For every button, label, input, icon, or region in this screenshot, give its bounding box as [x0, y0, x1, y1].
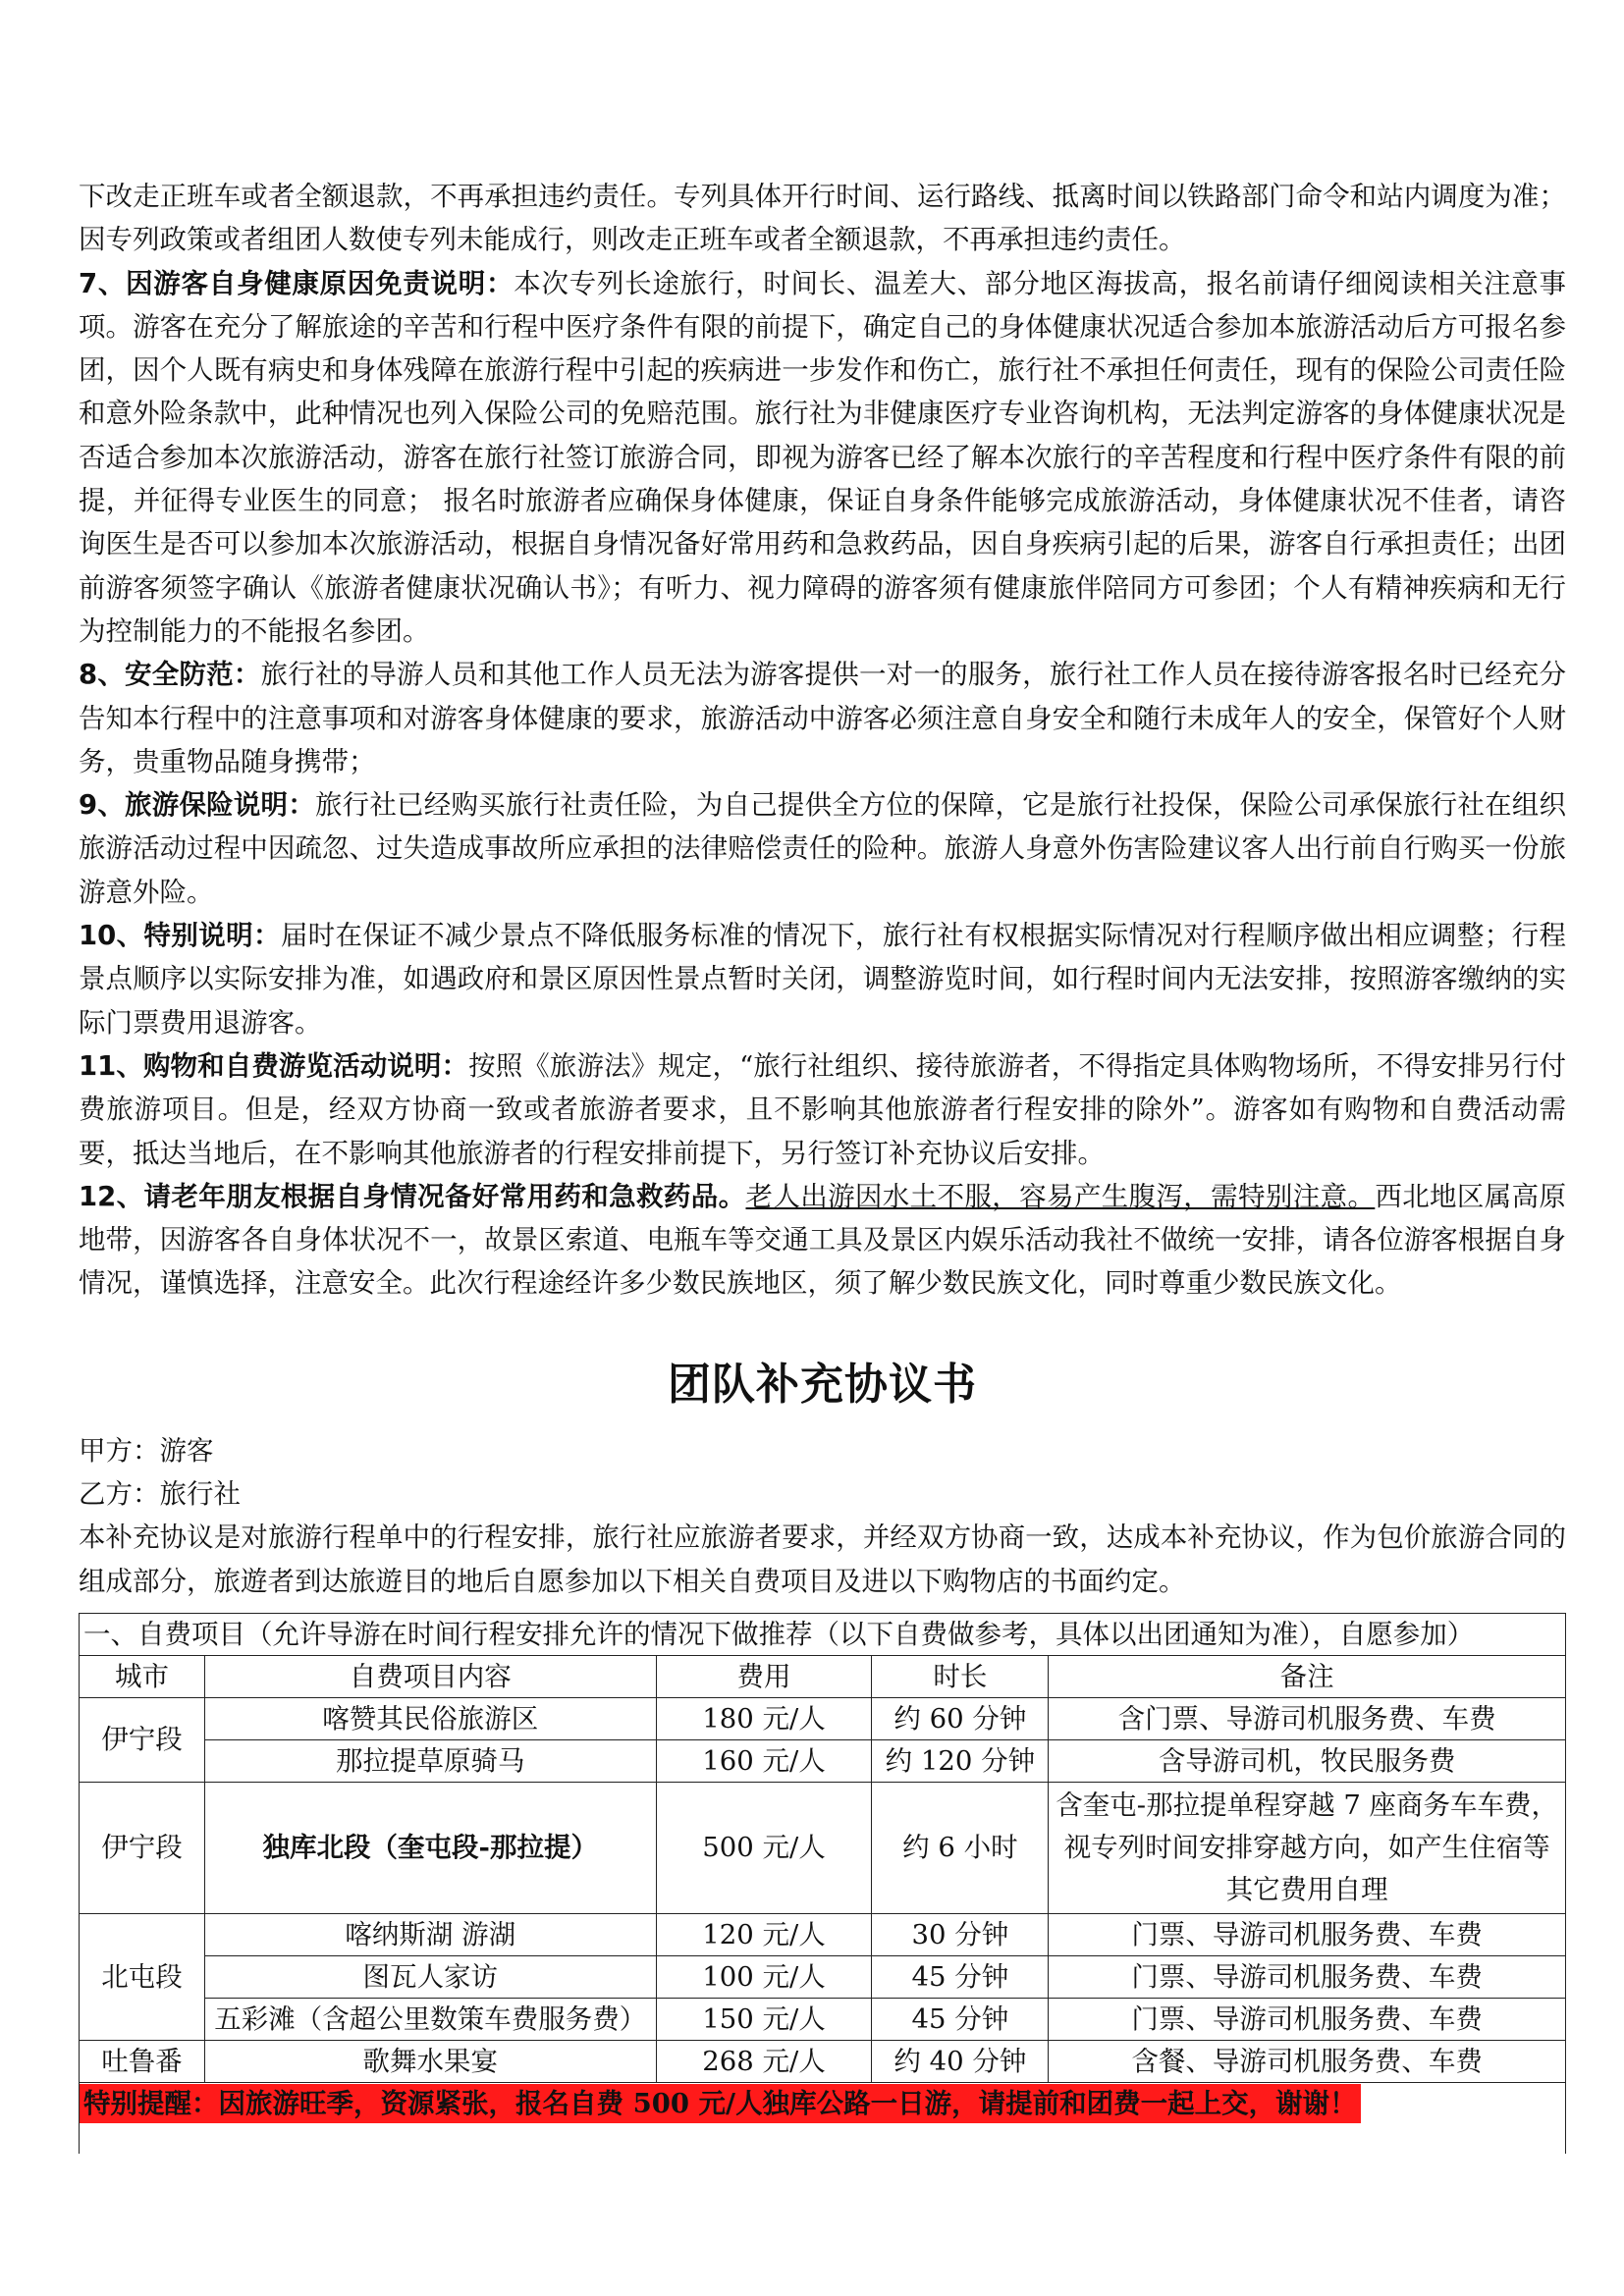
table-cell-item: 喀纳斯湖 游湖: [204, 1913, 656, 1955]
table-cell-note: 含奎屯-那拉提单程穿越 7 座商务车车费，视专列时间安排穿越方向，如产生住宿等其它费用自理: [1049, 1782, 1566, 1913]
paragraph-9-heading: 9、旅游保险说明：: [79, 789, 315, 822]
table-row: [80, 1913, 1566, 1955]
paragraph-7-heading: 7、因游客自身健康原因免责说明：: [79, 267, 514, 299]
table-row: [80, 1739, 1566, 1782]
paragraph-7-body: 本次专列长途旅行，时间长、温差大、部分地区海拔高，报名前请仔细阅读相关注意事项。游客在充分了解旅途的辛苦和行程中医疗条件有限的前提下，确定自己的身体健康状况适合参加本旅游活动后方可报名参团，因个人既有病史和身体残障在旅游行程中引起的疾病进一步发作和伤亡，旅行社不承担任何责任，现有的保险公司责任险和意外险条款中，此种情况也列入保险公司的免赔范围。旅行社为非健康医疗专业咨询机构，无法判定游客的身体健康状况是否适合参加本次旅游活动，游客在旅行社签订旅游合同，即视为游客已经了解本次旅行的辛苦程度和行程中医疗条件有限的前提，并征得专业医生的同意； 报名时旅游者应确保身体健康，保证自身条件能够完成旅游活动，身体健康状况不佳者，请咨询医生是否可以参加本次旅游活动，根据自身情况备好常用药和急救药品，因自身疾病引起的后果，游客自行承担责任；出团前游客须签字确认《旅游者健康状况确认书》；有听力、视力障碍的游客须有健康旅伴陪同方可参团；个人有精神疾病和无行为控制能力的不能报名参团。: [79, 267, 1566, 647]
table-row: [80, 1998, 1566, 2040]
paragraph-10-body: 届时在保证不减少景点不降低服务标准的情况下，旅行社有权根据实际情况对行程顺序做出相应调整；行程景点顺序以实际安排为准，如遇政府和景区原因性景点暂时关闭，调整游览时间，如行程时间内无法安排，按照游客缴纳的实际门票费用退游客。: [79, 920, 1566, 1039]
table-cell-duration: 约 40 分钟: [872, 2040, 1049, 2082]
table-cell-note: 含导游司机，牧民服务费: [1049, 1739, 1566, 1782]
table-cell-note: 门票、导游司机服务费、车费: [1049, 1913, 1566, 1955]
paragraph-8-heading: 8、安全防范：: [79, 659, 261, 691]
table-cell-fee: 268 元/人: [656, 2040, 872, 2082]
paragraph-11-heading: 11、购物和自费游览活动说明：: [79, 1049, 469, 1082]
table-trailing-space: [80, 2124, 1566, 2154]
table-cell-fee: 120 元/人: [656, 1913, 872, 1955]
paragraph-8-body: 旅行社的导游人员和其他工作人员无法为游客提供一对一的服务，旅行社工作人员在接待游客报名时已经充分告知本行程中的注意事项和对游客身体健康的要求，旅游活动中游客必须注意自身安全和随行未成年人的安全，保管好个人财务，贵重物品随身携带；: [79, 659, 1566, 777]
column-header-fee: 费用: [656, 1655, 872, 1697]
paragraph-12: [79, 1175, 1566, 1306]
table-cell-city: 伊宁段: [80, 1697, 205, 1782]
table-section-header-row: [80, 1613, 1566, 1655]
paragraph-10-heading: 10、特别说明：: [79, 920, 281, 952]
table-cell-duration: 约 60 分钟: [872, 1697, 1049, 1739]
self-pay-items-table: [79, 1613, 1566, 2154]
column-header-city: 城市: [80, 1655, 205, 1697]
special-notice: 特别提醒：因旅游旺季，资源紧张，报名自费 500 元/人独库公路一日游，请提前和团费一起上交，谢谢！: [80, 2084, 1361, 2123]
table-cell-fee: 180 元/人: [656, 1697, 872, 1739]
document-page: [79, 175, 1566, 2154]
table-cell-note: 含餐、导游司机服务费、车费: [1049, 2040, 1566, 2082]
paragraph-11-body: 按照《旅游法》规定，“旅行社组织、接待旅游者，不得指定具体购物场所，不得安排另行付费旅游项目。但是，经双方协商一致或者旅游者要求，且不影响其他旅游者行程安排的除外”。游客如有购物和自费活动需要，抵达当地后，在不影响其他旅游者的行程安排前提下，另行签订补充协议后安排。: [79, 1049, 1566, 1169]
notice-cell: [80, 2082, 1566, 2124]
paragraph-7: [79, 262, 1566, 654]
table-cell-city: 伊宁段: [80, 1782, 205, 1913]
column-header-note: 备注: [1049, 1655, 1566, 1697]
paragraph-6-continued: 下改走正班车或者全额退款，不再承担违约责任。专列具体开行时间、运行路线、抵离时间以铁路部门命令和站内调度为准； 因专列政策或者组团人数使专列未能成行，则改走正班车或者全额退款，不再承担违约责任。: [79, 181, 1566, 256]
table-notice-row: [80, 2082, 1566, 2124]
table-cell-city: 北屯段: [80, 1913, 205, 2040]
table-row: [80, 1782, 1566, 1913]
table-cell-duration: 约 120 分钟: [872, 1739, 1049, 1782]
paragraph-9: [79, 783, 1566, 914]
table-row: [80, 2040, 1566, 2082]
table-cell-duration: 45 分钟: [872, 1998, 1049, 2040]
paragraph-8: [79, 653, 1566, 783]
table-column-header-row: [80, 1655, 1566, 1697]
table-cell-duration: 30 分钟: [872, 1913, 1049, 1955]
table-cell-fee: 160 元/人: [656, 1739, 872, 1782]
paragraph-9-body: 旅行社已经购买旅行社责任险，为自己提供全方位的保障，它是旅行社投保，保险公司承保旅行社在组织旅游活动过程中因疏忽、过失造成事故所应承担的法律赔偿责任的险种。旅游人身意外伤害险建议客人出行前自行购买一份旅游意外险。: [79, 789, 1566, 908]
party-b: 乙方：旅行社: [79, 1478, 241, 1511]
table-cell-duration: 45 分钟: [872, 1955, 1049, 1998]
paragraph-10: [79, 914, 1566, 1044]
agreement-intro: 本补充协议是对旅游行程单中的行程安排，旅行社应旅游者要求，并经双方协商一致，达成本补充协议，作为包价旅游合同的组成部分，旅遊者到达旅遊目的地后自愿参加以下相关自费项目及进以下购物店的书面约定。: [79, 1522, 1566, 1597]
table-cell-item: 独库北段（奎屯段-那拉提）: [204, 1782, 656, 1913]
table-cell-item: 图瓦人家访: [204, 1955, 656, 1998]
table-section-header: 一、自费项目（允许导游在时间行程安排允许的情况下做推荐（以下自费做参考，具体以出团通知为准），自愿参加）: [80, 1613, 1566, 1655]
table-cell-item: 喀赞其民俗旅游区: [204, 1697, 656, 1739]
table-row: [80, 1697, 1566, 1739]
column-header-item: 自费项目内容: [204, 1655, 656, 1697]
table-cell-fee: 100 元/人: [656, 1955, 872, 1998]
party-a: 甲方：游客: [79, 1434, 214, 1467]
table-cell-note: 门票、导游司机服务费、车费: [1049, 1955, 1566, 1998]
table-trailing-row: [80, 2124, 1566, 2154]
agreement-title: 团队补充协议书: [668, 1359, 977, 1410]
table-row: [80, 1955, 1566, 1998]
paragraph-12-underlined-note: 老人出游因水土不服，容易产生腹泻，需特别注意。: [745, 1180, 1376, 1212]
table-cell-item: 五彩滩（含超公里数策车费服务费）: [204, 1998, 656, 2040]
table-cell-duration: 约 6 小时: [872, 1782, 1049, 1913]
paragraph-11: [79, 1044, 1566, 1175]
table-cell-fee: 150 元/人: [656, 1998, 872, 2040]
table-cell-note: 门票、导游司机服务费、车费: [1049, 1998, 1566, 2040]
paragraph-12-heading: 12、请老年朋友根据自身情况备好常用药和急救药品。: [79, 1180, 746, 1212]
table-cell-item: 歌舞水果宴: [204, 2040, 656, 2082]
table-cell-item: 那拉提草原骑马: [204, 1739, 656, 1782]
column-header-duration: 时长: [872, 1655, 1049, 1697]
table-cell-fee: 500 元/人: [656, 1782, 872, 1913]
paragraph-12-body: 西北地区属高原地带，因游客各自身体状况不一，故景区索道、电瓶车等交通工具及景区内娱乐活动我社不做统一安排，请各位游客根据自身情况，谨慎选择，注意安全。此次行程途经许多少数民族地区，须了解少数民族文化，同时尊重少数民族文化。: [79, 1180, 1567, 1300]
table-cell-note: 含门票、导游司机服务费、车费: [1049, 1697, 1566, 1739]
table-cell-city: 吐鲁番: [80, 2040, 205, 2082]
